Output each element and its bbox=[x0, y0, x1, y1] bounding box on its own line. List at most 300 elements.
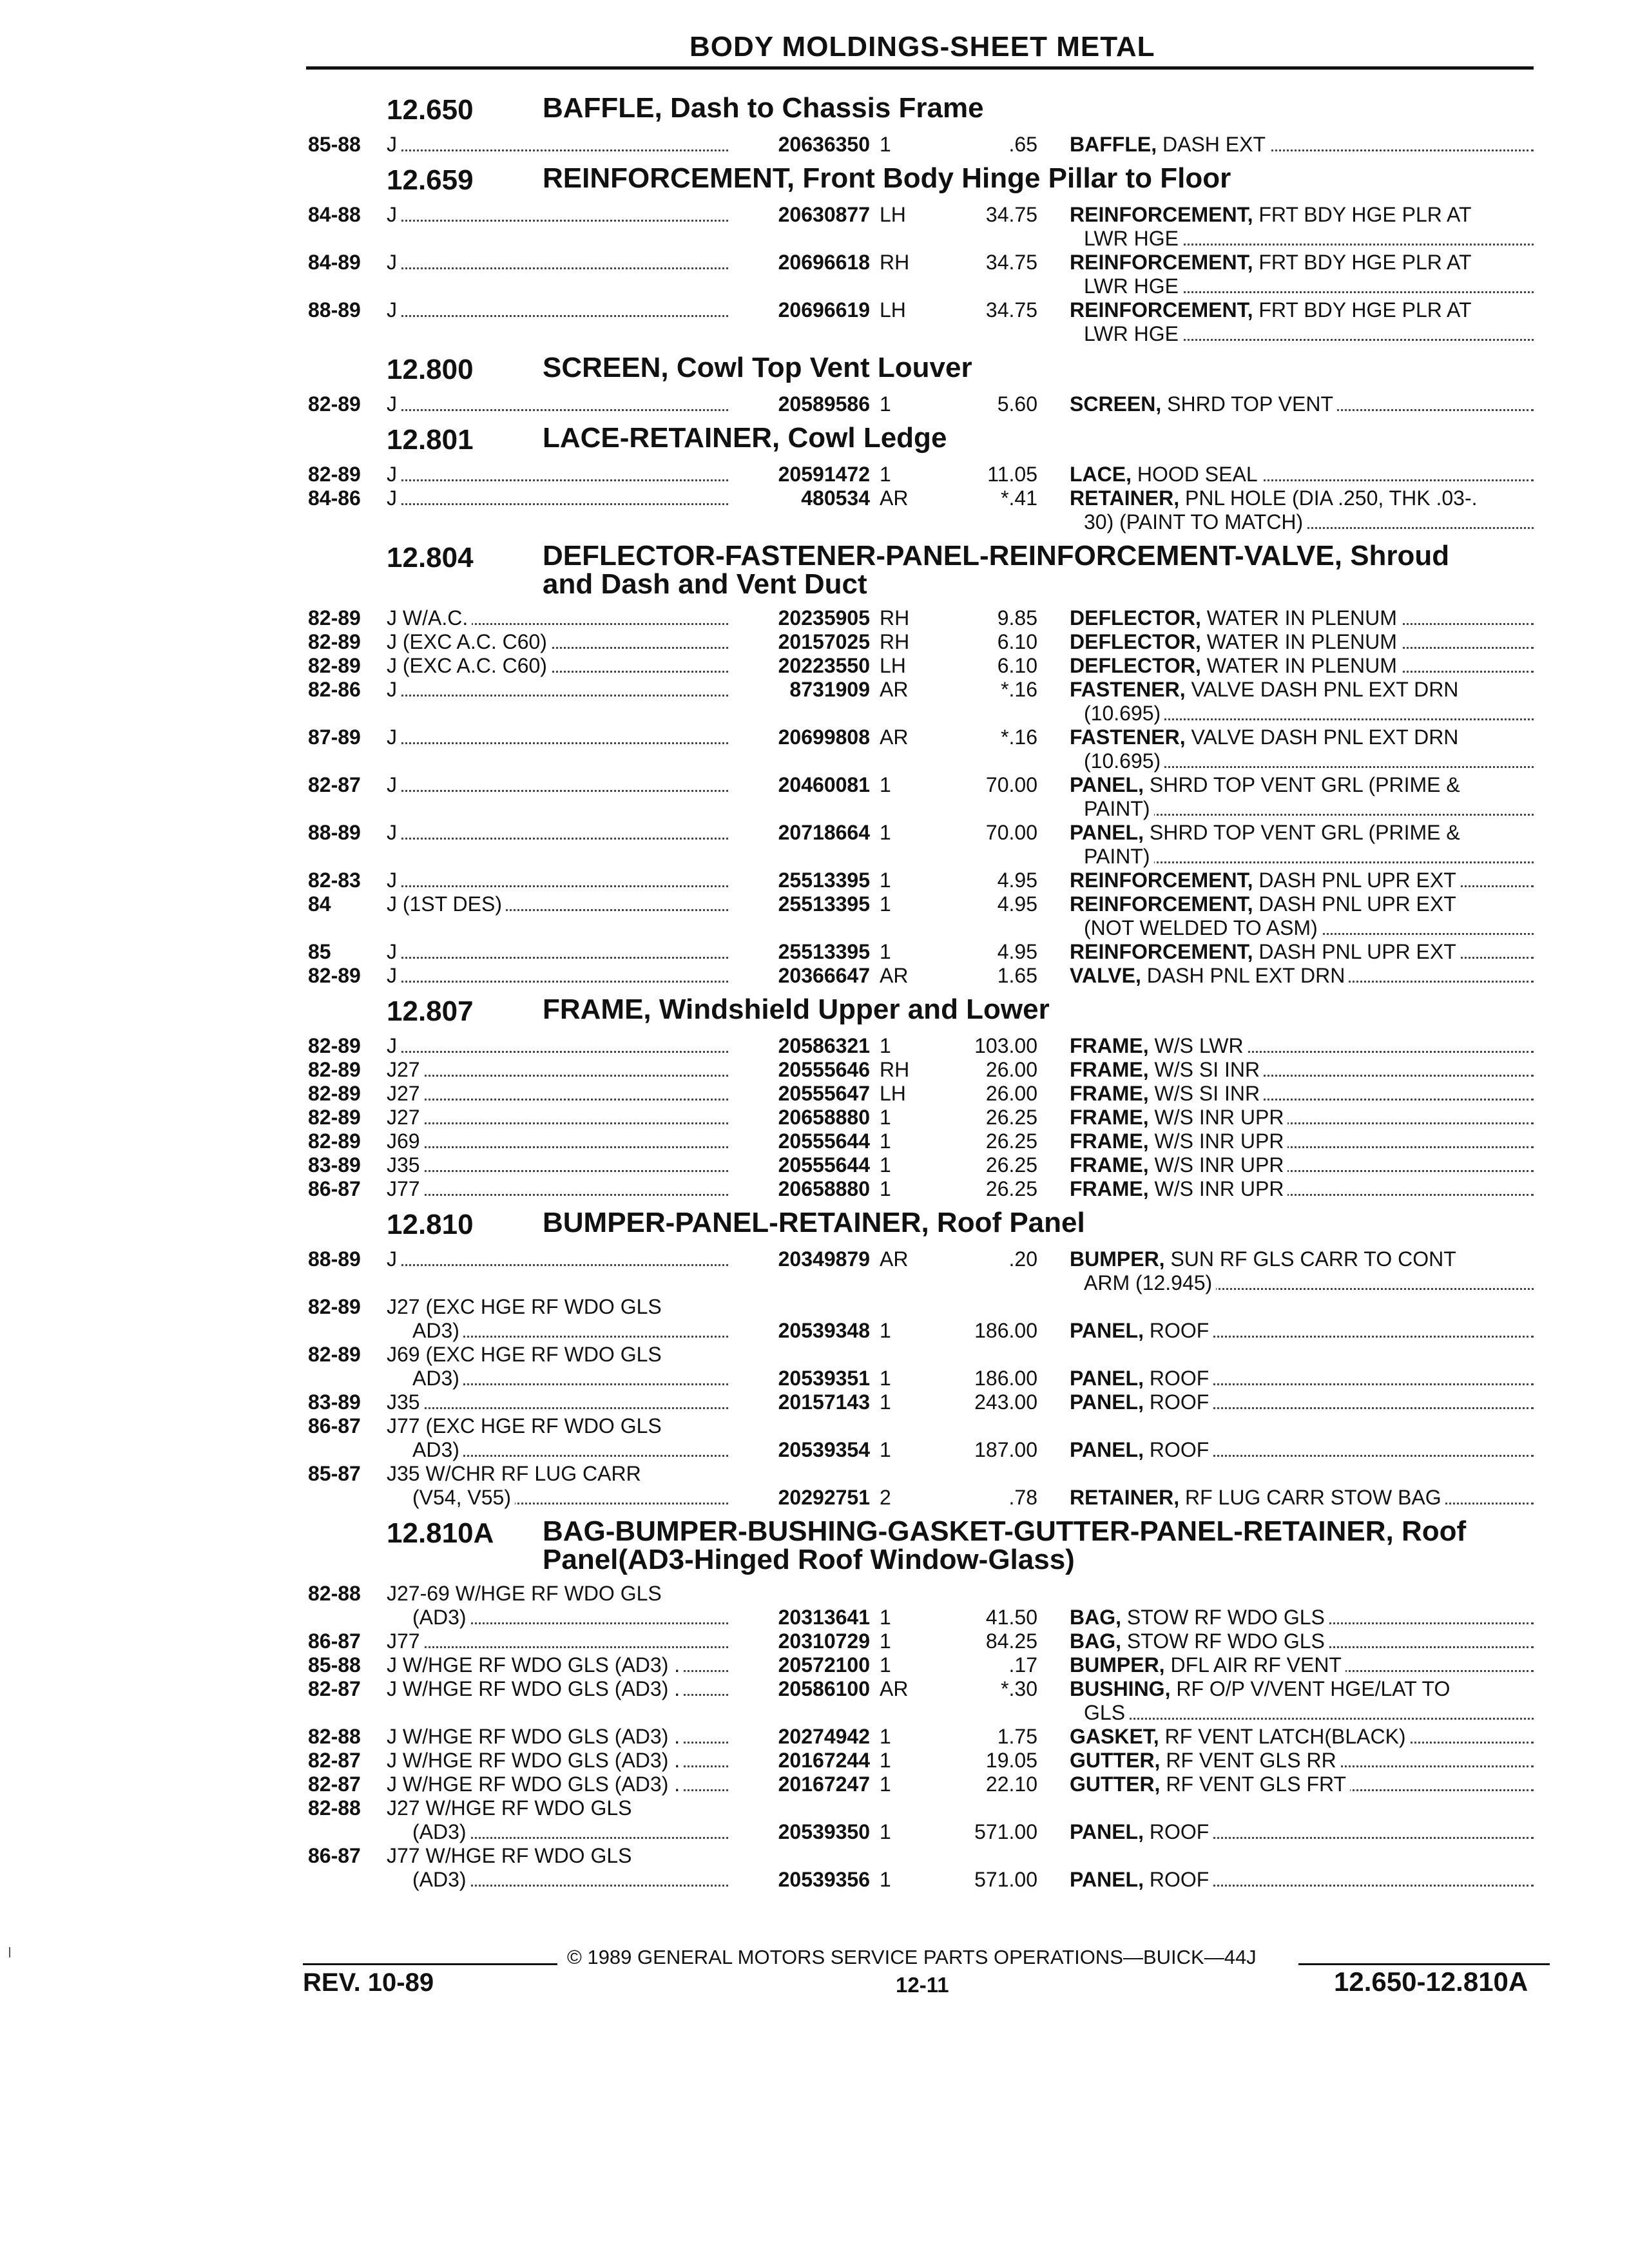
model-years: 86-87 bbox=[308, 1629, 361, 1653]
model-years: 84-88 bbox=[308, 203, 361, 226]
price: 5.60 bbox=[997, 392, 1037, 416]
leader-dots bbox=[387, 149, 728, 151]
part-detail: W/S SI INR bbox=[1154, 1082, 1260, 1105]
application bbox=[387, 463, 728, 486]
section-number: 12.810 bbox=[387, 1209, 474, 1240]
model-years: 86-87 bbox=[308, 1844, 361, 1867]
leader-dots bbox=[387, 503, 728, 505]
part-detail-2: ARM (12.945) bbox=[1084, 1271, 1216, 1294]
part-detail: RF VENT LATCH(BLACK) bbox=[1164, 1725, 1406, 1748]
section-number: 12.650 bbox=[387, 94, 474, 126]
description-lead bbox=[1070, 821, 1464, 844]
quantity: 1 bbox=[880, 1153, 891, 1177]
description bbox=[1070, 1177, 1534, 1201]
leader-dots bbox=[387, 267, 728, 269]
description-lead bbox=[1070, 1082, 1264, 1105]
section-title bbox=[543, 1209, 1085, 1237]
price: 4.95 bbox=[997, 869, 1037, 892]
description bbox=[1070, 203, 1534, 227]
section-number: 12.807 bbox=[387, 995, 474, 1027]
part-name: PANEL, bbox=[1070, 1319, 1144, 1342]
parts-row bbox=[0, 606, 1629, 630]
description bbox=[1070, 1868, 1534, 1892]
description-lead bbox=[1070, 773, 1464, 796]
application bbox=[387, 1773, 728, 1796]
description bbox=[1070, 392, 1534, 416]
part-name: SCREEN, bbox=[1070, 392, 1162, 416]
part-detail: STOW RF WDO GLS bbox=[1126, 1629, 1325, 1653]
description-lead bbox=[1070, 892, 1460, 916]
part-detail-2: (NOT WELDED TO ASM) bbox=[1084, 916, 1322, 939]
section-heading bbox=[0, 539, 1629, 606]
part-number: 20539350 bbox=[778, 1820, 870, 1843]
leader-dots bbox=[387, 1099, 728, 1100]
part-detail: ROOF bbox=[1149, 1438, 1210, 1461]
application bbox=[387, 1844, 728, 1868]
description bbox=[1070, 1153, 1534, 1177]
footer-copyright: © 1989 GENERAL MOTORS SERVICE PARTS OPERATIONS—BUICK—44J bbox=[567, 1946, 1257, 1968]
application bbox=[387, 654, 728, 678]
application bbox=[387, 1796, 728, 1820]
application-text: J77 bbox=[387, 1629, 424, 1653]
model-years: 82-89 bbox=[308, 1129, 361, 1153]
quantity: AR bbox=[880, 964, 909, 987]
part-detail: FRT BDY HGE PLR AT bbox=[1258, 203, 1472, 226]
description-lead bbox=[1070, 1319, 1213, 1342]
section-heading bbox=[0, 993, 1629, 1034]
description-cont bbox=[1084, 322, 1534, 346]
price: 22.10 bbox=[985, 1773, 1037, 1796]
model-years: 85-88 bbox=[308, 1653, 361, 1677]
model-years: 82-89 bbox=[308, 1034, 361, 1057]
part-detail: FRT BDY HGE PLR AT bbox=[1258, 298, 1472, 322]
description-lead bbox=[1070, 251, 1476, 274]
parts-row bbox=[0, 1582, 1629, 1629]
price: 243.00 bbox=[974, 1390, 1037, 1414]
price: 19.05 bbox=[985, 1749, 1037, 1772]
application bbox=[387, 821, 728, 845]
parts-row bbox=[0, 1058, 1629, 1082]
part-number: 20366647 bbox=[778, 964, 870, 987]
part-number: 20586100 bbox=[778, 1677, 870, 1700]
description-lead bbox=[1070, 940, 1460, 963]
part-detail: DASH PNL EXT DRN bbox=[1146, 964, 1345, 987]
quantity: LH bbox=[880, 1082, 906, 1105]
leader-dots bbox=[387, 1264, 728, 1266]
section-heading bbox=[0, 351, 1629, 392]
part-number: 25513395 bbox=[778, 940, 870, 963]
section-title-line: SCREEN, Cowl Top Vent Louver bbox=[543, 352, 972, 383]
description bbox=[1070, 892, 1534, 916]
quantity: 1 bbox=[880, 133, 891, 156]
application bbox=[387, 1177, 728, 1201]
application bbox=[387, 1082, 728, 1106]
parts-row bbox=[0, 940, 1629, 964]
part-name: FASTENER, bbox=[1070, 726, 1186, 749]
price: 4.95 bbox=[997, 940, 1037, 963]
parts-row bbox=[0, 1414, 1629, 1462]
part-detail: ROOF bbox=[1149, 1367, 1210, 1390]
application-text: J bbox=[387, 1034, 401, 1057]
part-name: BUSHING, bbox=[1070, 1677, 1171, 1700]
parts-row bbox=[0, 1749, 1629, 1773]
description-cont bbox=[1084, 510, 1534, 534]
model-years: 82-89 bbox=[308, 1082, 361, 1105]
part-detail: VALVE DASH PNL EXT DRN bbox=[1191, 678, 1459, 701]
model-years: 85-87 bbox=[308, 1462, 361, 1485]
leader-dots bbox=[387, 315, 728, 317]
description bbox=[1070, 486, 1534, 510]
application bbox=[387, 392, 728, 416]
description bbox=[1070, 1438, 1534, 1462]
section-title bbox=[543, 94, 984, 122]
description bbox=[1070, 1773, 1534, 1796]
quantity: 1 bbox=[880, 1629, 891, 1653]
description-lead bbox=[1070, 1629, 1329, 1653]
price: 6.10 bbox=[997, 630, 1037, 653]
leader-dots bbox=[387, 1122, 728, 1124]
part-detail-2: LWR HGE bbox=[1084, 274, 1182, 298]
quantity: 1 bbox=[880, 392, 891, 416]
parts-row bbox=[0, 726, 1629, 773]
leader-dots bbox=[387, 1194, 728, 1196]
quantity: AR bbox=[880, 1677, 909, 1700]
leader-dots bbox=[387, 1075, 728, 1077]
application-text: J (EXC A.C. C60) bbox=[387, 630, 551, 653]
description-lead bbox=[1070, 486, 1481, 510]
description-lead bbox=[1070, 1749, 1340, 1772]
description bbox=[1070, 1749, 1534, 1773]
application-text-2: (V54, V55) bbox=[412, 1486, 515, 1509]
section-number: 12.804 bbox=[387, 542, 474, 573]
price: 11.05 bbox=[987, 463, 1037, 486]
part-number: 480534 bbox=[801, 486, 870, 510]
description bbox=[1070, 940, 1534, 964]
quantity: AR bbox=[880, 1247, 909, 1271]
description-lead bbox=[1070, 1820, 1213, 1843]
parts-listing bbox=[0, 86, 1629, 1892]
model-years: 85-88 bbox=[308, 133, 361, 156]
application bbox=[387, 1629, 728, 1653]
application-text: J27 bbox=[387, 1106, 424, 1129]
model-years: 88-89 bbox=[308, 1247, 361, 1271]
application-text: J (1ST DES) bbox=[387, 892, 506, 916]
application-text: J bbox=[387, 463, 401, 486]
application-text: J W/A.C. bbox=[387, 606, 472, 629]
description-lead bbox=[1070, 1177, 1287, 1200]
part-number: 20274942 bbox=[778, 1725, 870, 1748]
price: 26.00 bbox=[985, 1058, 1037, 1081]
part-name: FASTENER, bbox=[1070, 678, 1186, 701]
parts-row bbox=[0, 251, 1629, 298]
description bbox=[1070, 1653, 1534, 1677]
application-cont bbox=[412, 1319, 728, 1343]
part-number: 20349879 bbox=[778, 1247, 870, 1271]
description bbox=[1070, 1106, 1534, 1129]
quantity: 1 bbox=[880, 1725, 891, 1748]
price: 84.25 bbox=[985, 1629, 1037, 1653]
section-title-line: REINFORCEMENT, Front Body Hinge Pillar to Floor bbox=[543, 162, 1231, 194]
price: 186.00 bbox=[974, 1367, 1037, 1390]
part-name: PANEL, bbox=[1070, 1390, 1144, 1414]
application-cont bbox=[412, 1606, 728, 1629]
application bbox=[387, 1390, 728, 1414]
model-years: 88-89 bbox=[308, 298, 361, 322]
price: 34.75 bbox=[985, 251, 1037, 274]
part-detail: PNL HOLE (DIA .250, THK .03-. bbox=[1184, 486, 1478, 510]
description bbox=[1070, 1486, 1534, 1510]
description bbox=[1070, 1129, 1534, 1153]
application-text: J bbox=[387, 726, 401, 749]
section-title bbox=[543, 424, 947, 452]
part-name: GASKET, bbox=[1070, 1725, 1159, 1748]
part-detail: WATER IN PLENUM bbox=[1206, 630, 1397, 653]
part-number: 20310729 bbox=[778, 1629, 870, 1653]
model-years: 82-88 bbox=[308, 1796, 361, 1820]
part-name: FRAME, bbox=[1070, 1034, 1149, 1057]
parts-row bbox=[0, 869, 1629, 892]
part-name: REINFORCEMENT, bbox=[1070, 203, 1253, 226]
section-number: 12.800 bbox=[387, 354, 474, 385]
price: 571.00 bbox=[974, 1868, 1037, 1891]
application-text: J bbox=[387, 1247, 401, 1271]
application-text-2: AD3) bbox=[412, 1319, 463, 1342]
parts-row bbox=[0, 1773, 1629, 1796]
footer-section-range: 12.650-12.810A bbox=[1334, 1966, 1528, 1997]
part-number: 20699808 bbox=[778, 726, 870, 749]
quantity: 1 bbox=[880, 1653, 891, 1677]
parts-row bbox=[0, 630, 1629, 654]
quantity: 1 bbox=[880, 1606, 891, 1629]
price: .20 bbox=[1008, 1247, 1037, 1271]
part-detail: RF VENT GLS FRT bbox=[1166, 1773, 1347, 1796]
description-lead bbox=[1070, 726, 1462, 749]
description bbox=[1070, 1058, 1534, 1082]
quantity: LH bbox=[880, 203, 906, 226]
part-name: REINFORCEMENT, bbox=[1070, 298, 1253, 322]
price: 70.00 bbox=[985, 821, 1037, 844]
leader-dots bbox=[387, 957, 728, 959]
description-lead bbox=[1070, 1773, 1350, 1796]
section-title-line-2: and Dash and Vent Duct bbox=[543, 568, 867, 600]
quantity: 1 bbox=[880, 1868, 891, 1891]
description-lead bbox=[1070, 606, 1401, 629]
section-title bbox=[543, 164, 1231, 193]
part-detail: SHRD TOP VENT GRL (PRIME & bbox=[1149, 773, 1460, 796]
parts-row bbox=[0, 1653, 1629, 1677]
price: .65 bbox=[1008, 133, 1037, 156]
part-detail: DASH PNL UPR EXT bbox=[1258, 892, 1456, 916]
quantity: AR bbox=[880, 486, 909, 510]
part-detail: DFL AIR RF VENT bbox=[1170, 1653, 1342, 1677]
price: 9.85 bbox=[997, 606, 1037, 629]
leader-dots bbox=[387, 479, 728, 481]
quantity: 1 bbox=[880, 821, 891, 844]
application-text: J27 bbox=[387, 1082, 424, 1105]
part-number: 20718664 bbox=[778, 821, 870, 844]
application-text: J bbox=[387, 203, 401, 226]
application bbox=[387, 1034, 728, 1058]
quantity: LH bbox=[880, 654, 906, 677]
parts-row bbox=[0, 133, 1629, 157]
part-name: FRAME, bbox=[1070, 1177, 1149, 1200]
price: *.16 bbox=[1001, 678, 1037, 701]
application-text: J77 (EXC HGE RF WDO GLS bbox=[387, 1414, 666, 1437]
description-cont bbox=[1084, 1271, 1534, 1295]
description-lead bbox=[1070, 1058, 1264, 1081]
model-years: 82-89 bbox=[308, 1058, 361, 1081]
part-detail: W/S INR UPR bbox=[1154, 1106, 1284, 1129]
parts-row bbox=[0, 654, 1629, 678]
price: 187.00 bbox=[974, 1438, 1037, 1461]
leader-dots bbox=[387, 1146, 728, 1148]
part-detail: SUN RF GLS CARR TO CONT bbox=[1170, 1247, 1456, 1271]
application bbox=[387, 1153, 728, 1177]
leader-dots bbox=[387, 695, 728, 697]
part-name: DEFLECTOR, bbox=[1070, 654, 1201, 677]
section-title-line: FRAME, Windshield Upper and Lower bbox=[543, 994, 1050, 1025]
model-years: 82-87 bbox=[308, 773, 361, 796]
part-number: 20572100 bbox=[778, 1653, 870, 1677]
application-cont bbox=[412, 1367, 728, 1390]
part-number: 20555646 bbox=[778, 1058, 870, 1081]
description bbox=[1070, 630, 1534, 654]
description-cont bbox=[1084, 749, 1534, 773]
part-name: FRAME, bbox=[1070, 1106, 1149, 1129]
part-detail: DASH PNL UPR EXT bbox=[1258, 940, 1456, 963]
description-lead bbox=[1070, 1653, 1345, 1677]
part-name: DEFLECTOR, bbox=[1070, 630, 1201, 653]
application bbox=[387, 606, 728, 630]
parts-row bbox=[0, 1082, 1629, 1106]
section-title-line: BAG-BUMPER-BUSHING-GASKET-GUTTER-PANEL-RETAINER, Roof bbox=[543, 1515, 1467, 1547]
part-detail: RF VENT GLS RR bbox=[1166, 1749, 1336, 1772]
application-text: J bbox=[387, 940, 401, 963]
quantity: 1 bbox=[880, 1034, 891, 1057]
quantity: RH bbox=[880, 630, 910, 653]
leader-dots bbox=[387, 1170, 728, 1172]
parts-row bbox=[0, 1295, 1629, 1343]
description-lead bbox=[1070, 869, 1460, 892]
part-detail: W/S LWR bbox=[1154, 1034, 1244, 1057]
scan-mark bbox=[9, 1947, 10, 1957]
quantity: 2 bbox=[880, 1486, 891, 1509]
parts-row bbox=[0, 486, 1629, 534]
part-number: 20223550 bbox=[778, 654, 870, 677]
description-lead bbox=[1070, 133, 1269, 156]
section-title-line: DEFLECTOR-FASTENER-PANEL-REINFORCEMENT-VALVE, Shroud bbox=[543, 540, 1450, 572]
part-detail: W/S INR UPR bbox=[1154, 1177, 1284, 1200]
application bbox=[387, 678, 728, 702]
application-text: J35 bbox=[387, 1390, 424, 1414]
parts-row bbox=[0, 1129, 1629, 1153]
description-cont bbox=[1084, 845, 1534, 869]
footer-rule-left bbox=[303, 1963, 557, 1965]
price: 6.10 bbox=[997, 654, 1037, 677]
part-name: PANEL, bbox=[1070, 1367, 1144, 1390]
quantity: 1 bbox=[880, 773, 891, 796]
parts-row bbox=[0, 203, 1629, 251]
description bbox=[1070, 654, 1534, 678]
description-lead bbox=[1070, 1129, 1287, 1153]
application-text: J bbox=[387, 821, 401, 844]
application bbox=[387, 1462, 728, 1486]
quantity: 1 bbox=[880, 463, 891, 486]
description-lead bbox=[1070, 630, 1401, 653]
leader-dots bbox=[1084, 1718, 1534, 1720]
application-cont bbox=[412, 1438, 728, 1462]
model-years: 82-89 bbox=[308, 1343, 361, 1366]
part-detail: RF LUG CARR STOW BAG bbox=[1184, 1486, 1441, 1509]
part-detail-2: (10.695) bbox=[1084, 749, 1164, 773]
quantity: 1 bbox=[880, 1106, 891, 1129]
price: 186.00 bbox=[974, 1319, 1037, 1342]
footer-page-number: 12-11 bbox=[896, 1973, 949, 1997]
quantity: AR bbox=[880, 726, 909, 749]
part-number: 25513395 bbox=[778, 892, 870, 916]
leader-dots bbox=[387, 1051, 728, 1053]
price: 41.50 bbox=[985, 1606, 1037, 1629]
leader-dots bbox=[387, 1646, 728, 1648]
part-detail: HOOD SEAL bbox=[1137, 463, 1258, 486]
price: *.30 bbox=[1001, 1677, 1037, 1700]
part-detail: W/S SI INR bbox=[1154, 1058, 1260, 1081]
quantity: AR bbox=[880, 678, 909, 701]
price: 26.25 bbox=[985, 1106, 1037, 1129]
model-years: 82-89 bbox=[308, 606, 361, 629]
description-lead bbox=[1070, 1153, 1287, 1177]
part-number: 20167244 bbox=[778, 1749, 870, 1772]
model-years: 82-88 bbox=[308, 1725, 361, 1748]
part-number: 20292751 bbox=[778, 1486, 870, 1509]
model-years: 82-89 bbox=[308, 463, 361, 486]
part-number: 20539348 bbox=[778, 1319, 870, 1342]
description bbox=[1070, 1629, 1534, 1653]
quantity: 1 bbox=[880, 1820, 891, 1843]
section-title bbox=[543, 354, 972, 382]
part-name: REINFORCEMENT, bbox=[1070, 940, 1253, 963]
section-heading bbox=[0, 1515, 1629, 1582]
part-number: 20539351 bbox=[778, 1367, 870, 1390]
part-number: 20539356 bbox=[778, 1868, 870, 1891]
application-text: J bbox=[387, 133, 401, 156]
application-cont bbox=[412, 1486, 728, 1510]
application-text: J bbox=[387, 251, 401, 274]
price: 26.25 bbox=[985, 1129, 1037, 1153]
part-name: BAG, bbox=[1070, 1606, 1121, 1629]
application bbox=[387, 773, 728, 797]
application-text: J bbox=[387, 678, 401, 701]
description-lead bbox=[1070, 964, 1349, 987]
parts-row bbox=[0, 821, 1629, 869]
footer-revision: REV. 10-89 bbox=[303, 1968, 434, 1997]
description bbox=[1070, 463, 1534, 486]
price: 26.25 bbox=[985, 1153, 1037, 1177]
part-detail: ROOF bbox=[1149, 1390, 1210, 1414]
part-detail: SHRD TOP VENT bbox=[1167, 392, 1333, 416]
section-number: 12.801 bbox=[387, 424, 474, 456]
quantity: 1 bbox=[880, 869, 891, 892]
part-number: 20460081 bbox=[778, 773, 870, 796]
description bbox=[1070, 1034, 1534, 1058]
part-number: 20555647 bbox=[778, 1082, 870, 1105]
section-number: 12.659 bbox=[387, 164, 474, 196]
model-years: 82-89 bbox=[308, 392, 361, 416]
part-name: BUMPER, bbox=[1070, 1247, 1165, 1271]
description bbox=[1070, 133, 1534, 157]
quantity: 1 bbox=[880, 1367, 891, 1390]
description-lead bbox=[1070, 1390, 1213, 1414]
